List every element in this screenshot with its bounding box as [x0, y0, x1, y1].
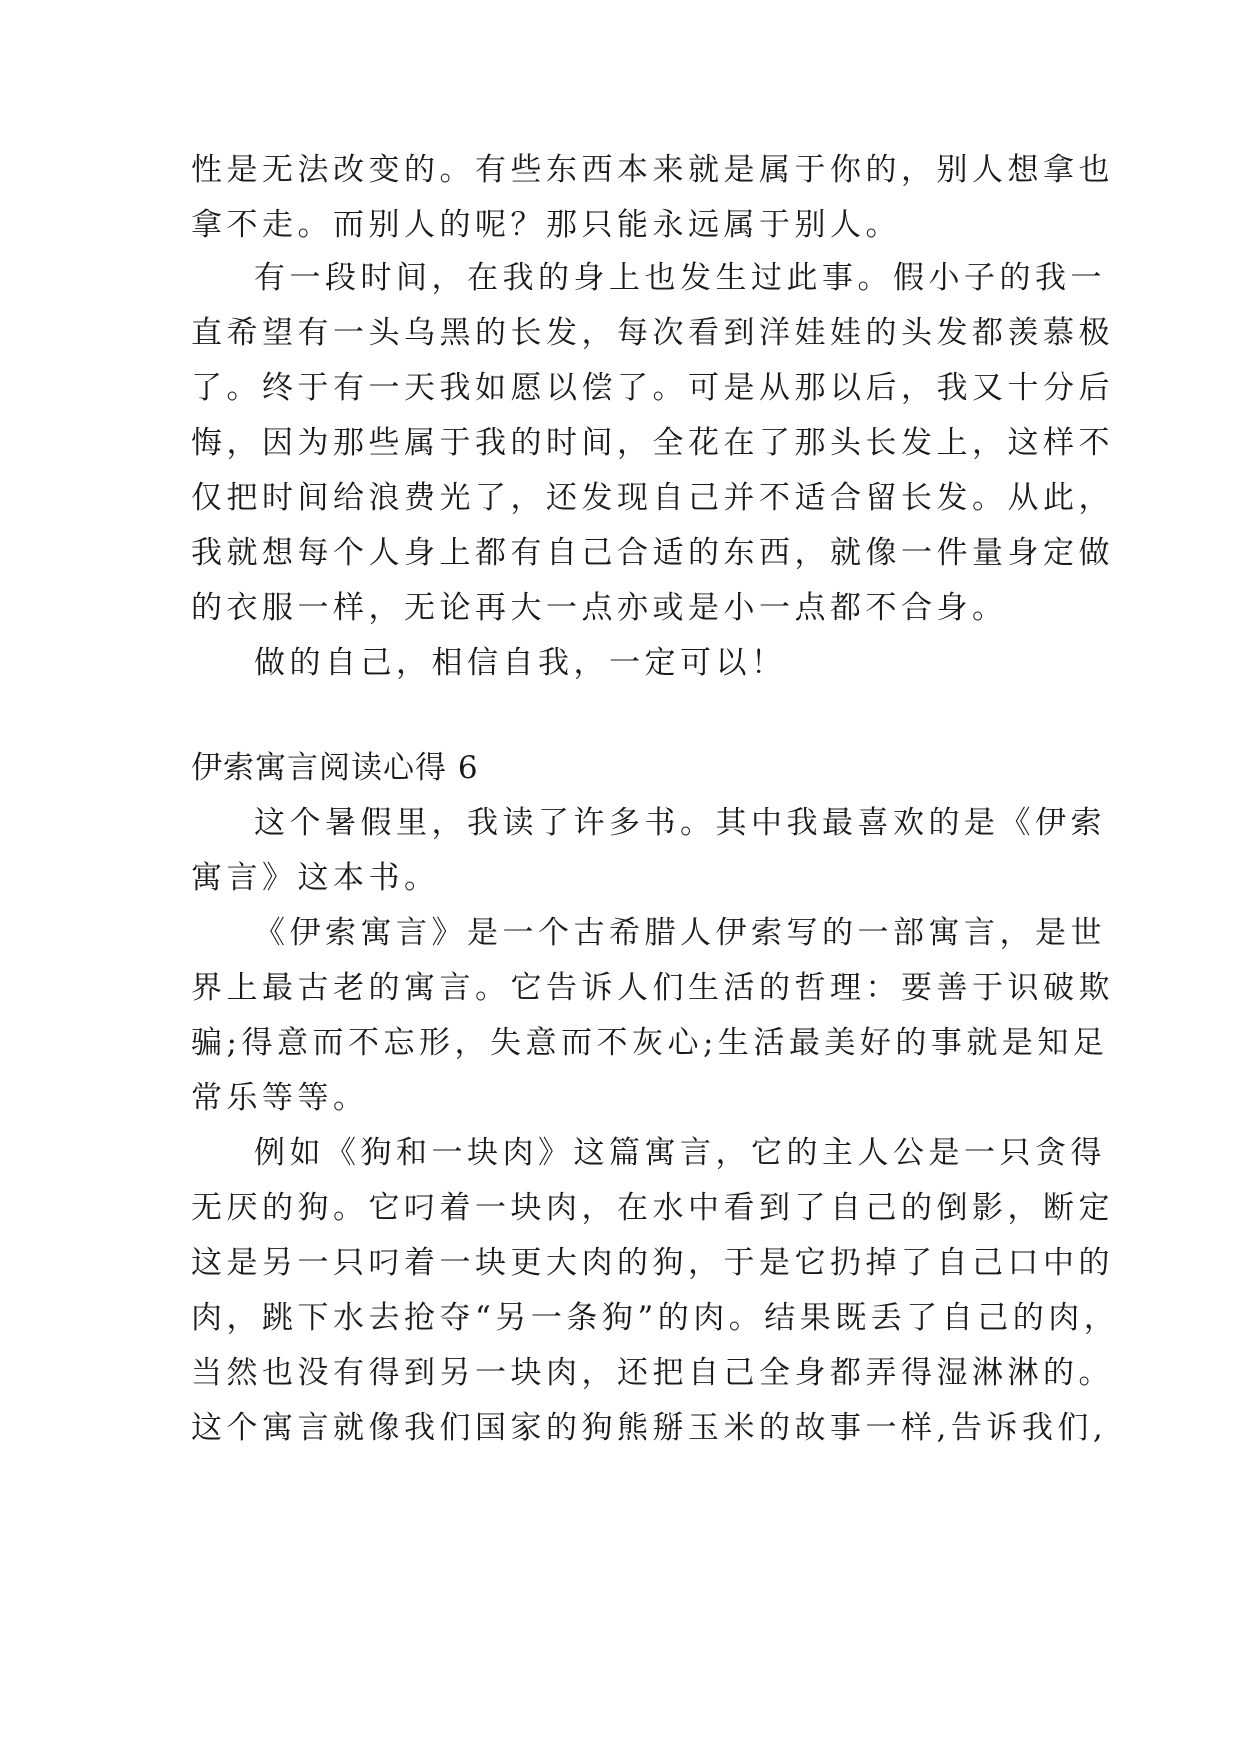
paragraph-line: 了。终于有一天我如愿以偿了。可是从那以后，我又十分后: [191, 370, 1114, 406]
paragraph-line: 这是另一只叼着一块更大肉的狗，于是它扔掉了自己口中的: [191, 1245, 1114, 1281]
paragraph-line: 这个寓言就像我们国家的狗熊掰玉米的故事一样,告诉我们,: [191, 1410, 1108, 1446]
paragraph-line: 《伊索寓言》是一个古希腊人伊索写的一部寓言，是世: [254, 915, 1106, 951]
paragraph-line: 界上最古老的寓言。它告诉人们生活的哲理：要善于识破欺: [191, 970, 1114, 1006]
paragraph-line: 我就想每个人身上都有自己合适的东西，就像一件量身定做: [191, 535, 1114, 571]
paragraph-line: 肉，跳下水去抢夺“另一条狗”的肉。结果既丢了自己的肉，: [191, 1300, 1120, 1336]
paragraph-line: 仅把时间给浪费光了，还发现自己并不适合留长发。从此，: [191, 480, 1114, 516]
paragraph-line: 寓言》这本书。: [191, 860, 440, 896]
paragraph-line: 有一段时间，在我的身上也发生过此事。假小子的我一: [254, 260, 1106, 296]
paragraph-line: 做的自己，相信自我，一定可以！: [254, 645, 787, 681]
paragraph-line: 无厌的狗。它叼着一块肉，在水中看到了自己的倒影，断定: [191, 1190, 1114, 1226]
paragraph-line: 常乐等等。: [191, 1080, 369, 1116]
paragraph-line: 直希望有一头乌黑的长发，每次看到洋娃娃的头发都羡慕极: [191, 315, 1114, 351]
paragraph-line: 拿不走。而别人的呢？那只能永远属于别人。: [191, 207, 901, 243]
paragraph-line: 例如《狗和一块肉》这篇寓言，它的主人公是一只贪得: [254, 1135, 1106, 1171]
paragraph-line: 的衣服一样，无论再大一点亦或是小一点都不合身。: [191, 590, 1008, 626]
paragraph-line: 这个暑假里，我读了许多书。其中我最喜欢的是《伊索: [254, 805, 1106, 841]
paragraph-line: 当然也没有得到另一块肉，还把自己全身都弄得湿淋淋的。: [191, 1355, 1114, 1391]
paragraph-line: 性是无法改变的。有些东西本来就是属于你的，别人想拿也: [191, 152, 1114, 188]
paragraph-line: 骗;得意而不忘形，失意而不灰心;生活最美好的事就是知足: [191, 1025, 1109, 1061]
section-heading: 伊索寓言阅读心得 6: [191, 750, 479, 786]
paragraph-line: 悔，因为那些属于我的时间，全花在了那头长发上，这样不: [191, 425, 1114, 461]
